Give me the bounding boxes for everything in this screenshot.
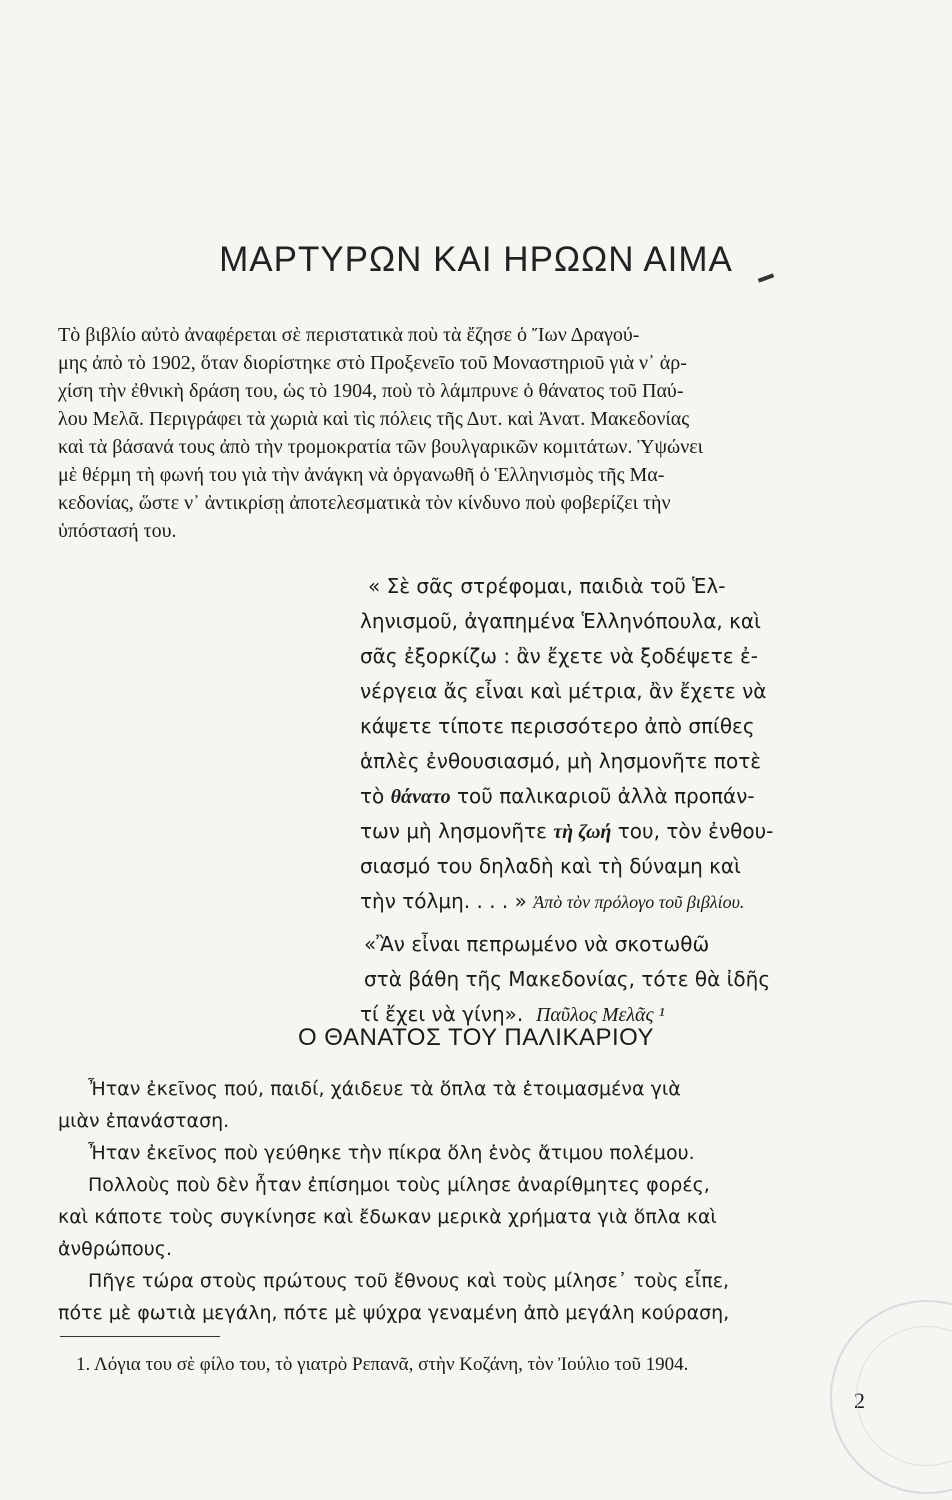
footnote: 1. Λόγια του σὲ φίλο του, τὸ γιατρὸ Ρεπανᾶ, στὴν Κοζάνη, τὸν Ἰούλιο τοῦ 1904. (76, 1354, 689, 1375)
quote-line: νέργεια ἄς εἶναι καὶ μέτρια, ἂν ἔχετε νὰ (360, 679, 767, 703)
body-line: πότε μὲ φωτιὰ μεγάλη, πότε μὲ ψύχρα γεναμένη ἀπὸ μεγάλη κούραση, (58, 1302, 730, 1324)
page-number: 2 (854, 1388, 865, 1413)
quote-line: ληνισμοῦ, ἀγαπημένα Ἑλληνόπουλα, καὶ (360, 609, 761, 633)
body-line: καὶ κάποτε τοὺς συγκίνησε καὶ ἔδωκαν μερικὰ χρήματα γιὰ ὅπλα καὶ (58, 1206, 717, 1228)
footnote-divider (60, 1336, 220, 1337)
quote-author: Παῦλος Μελᾶς ¹ (535, 1004, 665, 1026)
quote-text: τὸ (360, 784, 391, 808)
quote-italic-word: θάνατο (390, 786, 451, 808)
intro-line: μὲ θέρμη τὴ φωνή του γιὰ τὴν ἀνάγκη νὰ ὀργανωθῆ ὁ Ἑλληνισμὸς τῆς Μα- (58, 464, 665, 486)
quote-line: κάψετε τίποτε περισσότερο ἀπὸ σπίθες (360, 714, 755, 738)
quote-line (360, 889, 744, 913)
quote-line: σιασμό του δηλαδὴ καὶ τὴ δύναμη καὶ (360, 854, 741, 878)
quote-italic-word: τὴ ζωή (553, 821, 612, 843)
body-line: Πολλοὺς ποὺ δὲν ἦταν ἐπίσημοι τοὺς μίλησε ἀναρίθμητες φορές, (88, 1174, 710, 1196)
quote-line (360, 819, 773, 844)
intro-line: ὑπόστασή του. (58, 520, 177, 542)
melas-quote-line: στὰ βάθη τῆς Μακεδονίας, τότε θὰ ἰδῆς (364, 967, 771, 991)
body-line: ἀνθρώπους. (58, 1238, 172, 1260)
quote-source: Ἀπὸ τὸν πρόλογο τοῦ βιβλίου. (533, 892, 745, 912)
melas-quote-line: «Ἂν εἶναι πεπρωμένο νὰ σκοτωθῶ (364, 932, 710, 956)
intro-line: Τὸ βιβλίο αὐτὸ ἀναφέρεται σὲ περιστατικὰ ποὺ τὰ ἔζησε ὁ Ἴων Δραγού- (58, 324, 640, 346)
body-line: Πῆγε τώρα στοὺς πρώτους τοῦ ἔθνους καὶ τοὺς μίλησε᾽ τοὺς εἶπε, (88, 1270, 730, 1292)
quote-line: σᾶς ἐξορκίζω : ἂν ἔχετε νὰ ξοδέψετε ἐ- (360, 644, 758, 668)
quote-text: τί ἔχει νὰ γίνη». (360, 1002, 524, 1026)
body-line: Ἦταν ἐκεῖνος ποὺ γεύθηκε τὴν πίκρα ὅλη ἑνὸς ἄτιμου πολέμου. (88, 1142, 695, 1164)
quote-text: τὴν τόλμη. . . . » (360, 889, 527, 913)
quote-text: τοῦ παλικαριοῦ ἀλλὰ προπάν- (450, 784, 755, 808)
intro-line: κεδονίας, ὥστε ν᾽ ἀντικρίσῃ ἀποτελεσματικὰ τὸν κίνδυνο ποὺ φοβερίζει τὴν (58, 492, 671, 514)
body-line: μιὰν ἐπανάσταση. (58, 1110, 230, 1132)
intro-line: καὶ τὰ βάσανά τους ἀπὸ τὴν τρομοκρατία τῶν βουλγαρικῶν κομιτάτων. Ὑψώνει (58, 436, 704, 458)
stamp-inner-ring (856, 1326, 952, 1466)
intro-line: μης ἀπὸ τὸ 1902, ὅταν διορίστηκε στὸ Προξενεῖο τοῦ Μοναστηριοῦ γιὰ ν᾽ ἀρ- (58, 352, 687, 374)
body-line: Ἦταν ἐκεῖνος πού, παιδί, χάιδευε τὰ ὅπλα τὰ ἑτοιμασμένα γιὰ (88, 1078, 681, 1100)
quote-line: « Σὲ σᾶς στρέφομαι, παιδιὰ τοῦ Ἑλ- (368, 574, 726, 598)
quote-line (360, 784, 755, 809)
quote-line: ἁπλὲς ἐνθουσιασμό, μὴ λησμονῆτε ποτὲ (360, 749, 762, 773)
page-title: ΜΑΡΤΥΡΩΝ ΚΑΙ ΗΡΩΩΝ ΑΙΜΑ (219, 240, 733, 279)
section-heading: Ο ΘΑΝΑΤΟΣ ΤΟΥ ΠΑΛΙΚΑΡΙΟΥ (297, 1024, 655, 1051)
intro-line: χίση τὴν ἐθνικὴ δράση του, ὡς τὸ 1904, ποὺ τὸ λάμπρυνε ὁ θάνατος τοῦ Παύ- (58, 380, 684, 402)
library-stamp (830, 1300, 952, 1494)
quote-text: των μὴ λησμονῆτε (360, 819, 554, 843)
quote-text: του, τὸν ἐνθου- (611, 819, 774, 843)
intro-line: λου Μελᾶ. Περιγράφει τὰ χωριὰ καὶ τὶς πόλεις τῆς Δυτ. καὶ Ἀνατ. Μακεδονίας (58, 408, 690, 430)
